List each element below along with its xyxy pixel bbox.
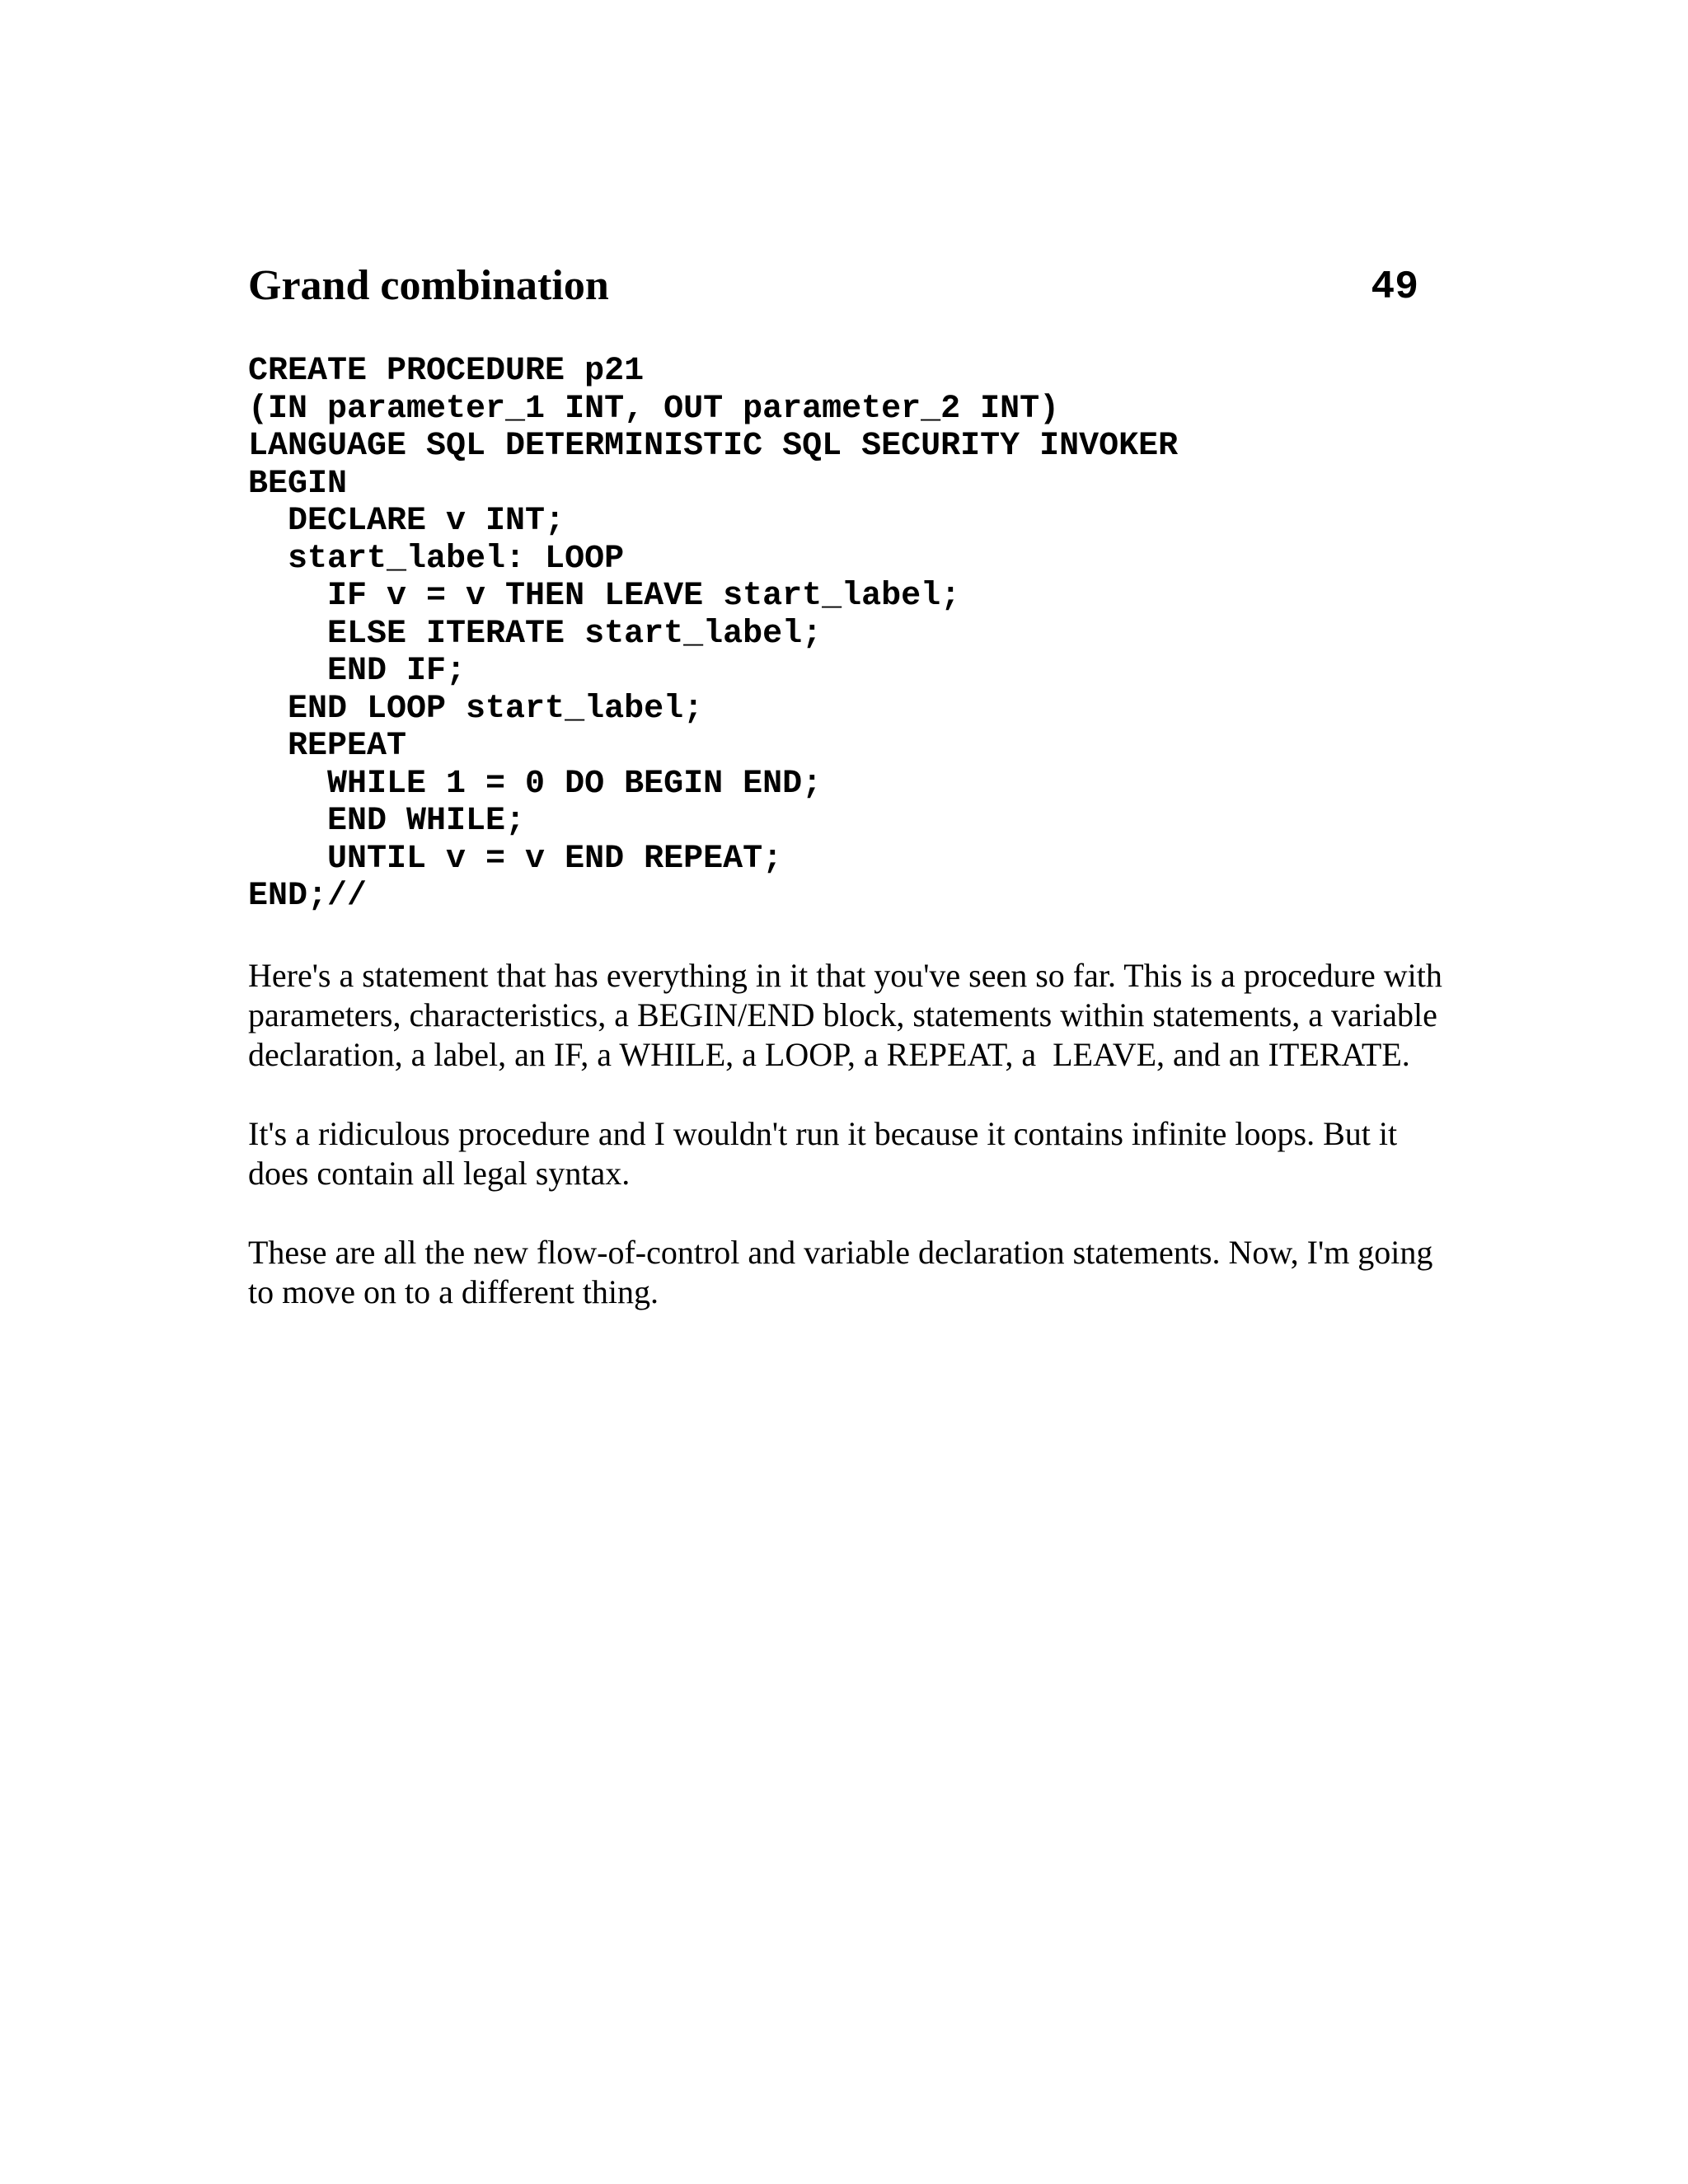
code-block xyxy=(248,353,1484,916)
code-line: END IF; xyxy=(248,653,467,690)
code-line: ELSE ITERATE start_label; xyxy=(248,615,823,653)
code-line: LANGUAGE SQL DETERMINISTIC SQL SECURITY INVOKER xyxy=(248,428,1179,465)
page-header xyxy=(248,257,1418,315)
page-number: 49 xyxy=(1371,265,1418,310)
page-title: Grand combination xyxy=(248,262,609,309)
paragraph: It's a ridiculous procedure and I wouldn't run it because it contains infinite loops. But it does contain all legal syntax. xyxy=(248,1115,1406,1192)
code-line: DECLARE v INT; xyxy=(248,503,565,540)
paragraph: Here's a statement that has everything in it that you've seen so far. This is a procedure with parameters, characteristics, a BEGIN/END block, statements within statements, a variable declaration, a label, an IF, a WHILE, a LOOP, a REPEAT, a LEAVE, and an ITERATE. xyxy=(248,957,1451,1073)
code-line: CREATE PROCEDURE p21 xyxy=(248,353,645,390)
code-line: BEGIN xyxy=(248,465,348,503)
body-text xyxy=(248,956,1451,1352)
code-line: WHILE 1 = 0 DO BEGIN END; xyxy=(248,765,823,803)
code-line: END;// xyxy=(248,878,368,915)
code-line: IF v = v THEN LEAVE start_label; xyxy=(248,578,961,615)
code-line: (IN parameter_1 INT, OUT parameter_2 INT) xyxy=(248,390,1060,428)
paragraph: These are all the new flow-of-control and variable declaration statements. Now, I'm going to move on to a different thing. xyxy=(248,1234,1442,1310)
code-line: start_label: LOOP xyxy=(248,540,625,578)
code-line: END LOOP start_label; xyxy=(248,690,704,728)
code-line: UNTIL v = v END REPEAT; xyxy=(248,840,783,878)
code-line: END WHILE; xyxy=(248,803,526,840)
code-line: REPEAT xyxy=(248,728,407,765)
